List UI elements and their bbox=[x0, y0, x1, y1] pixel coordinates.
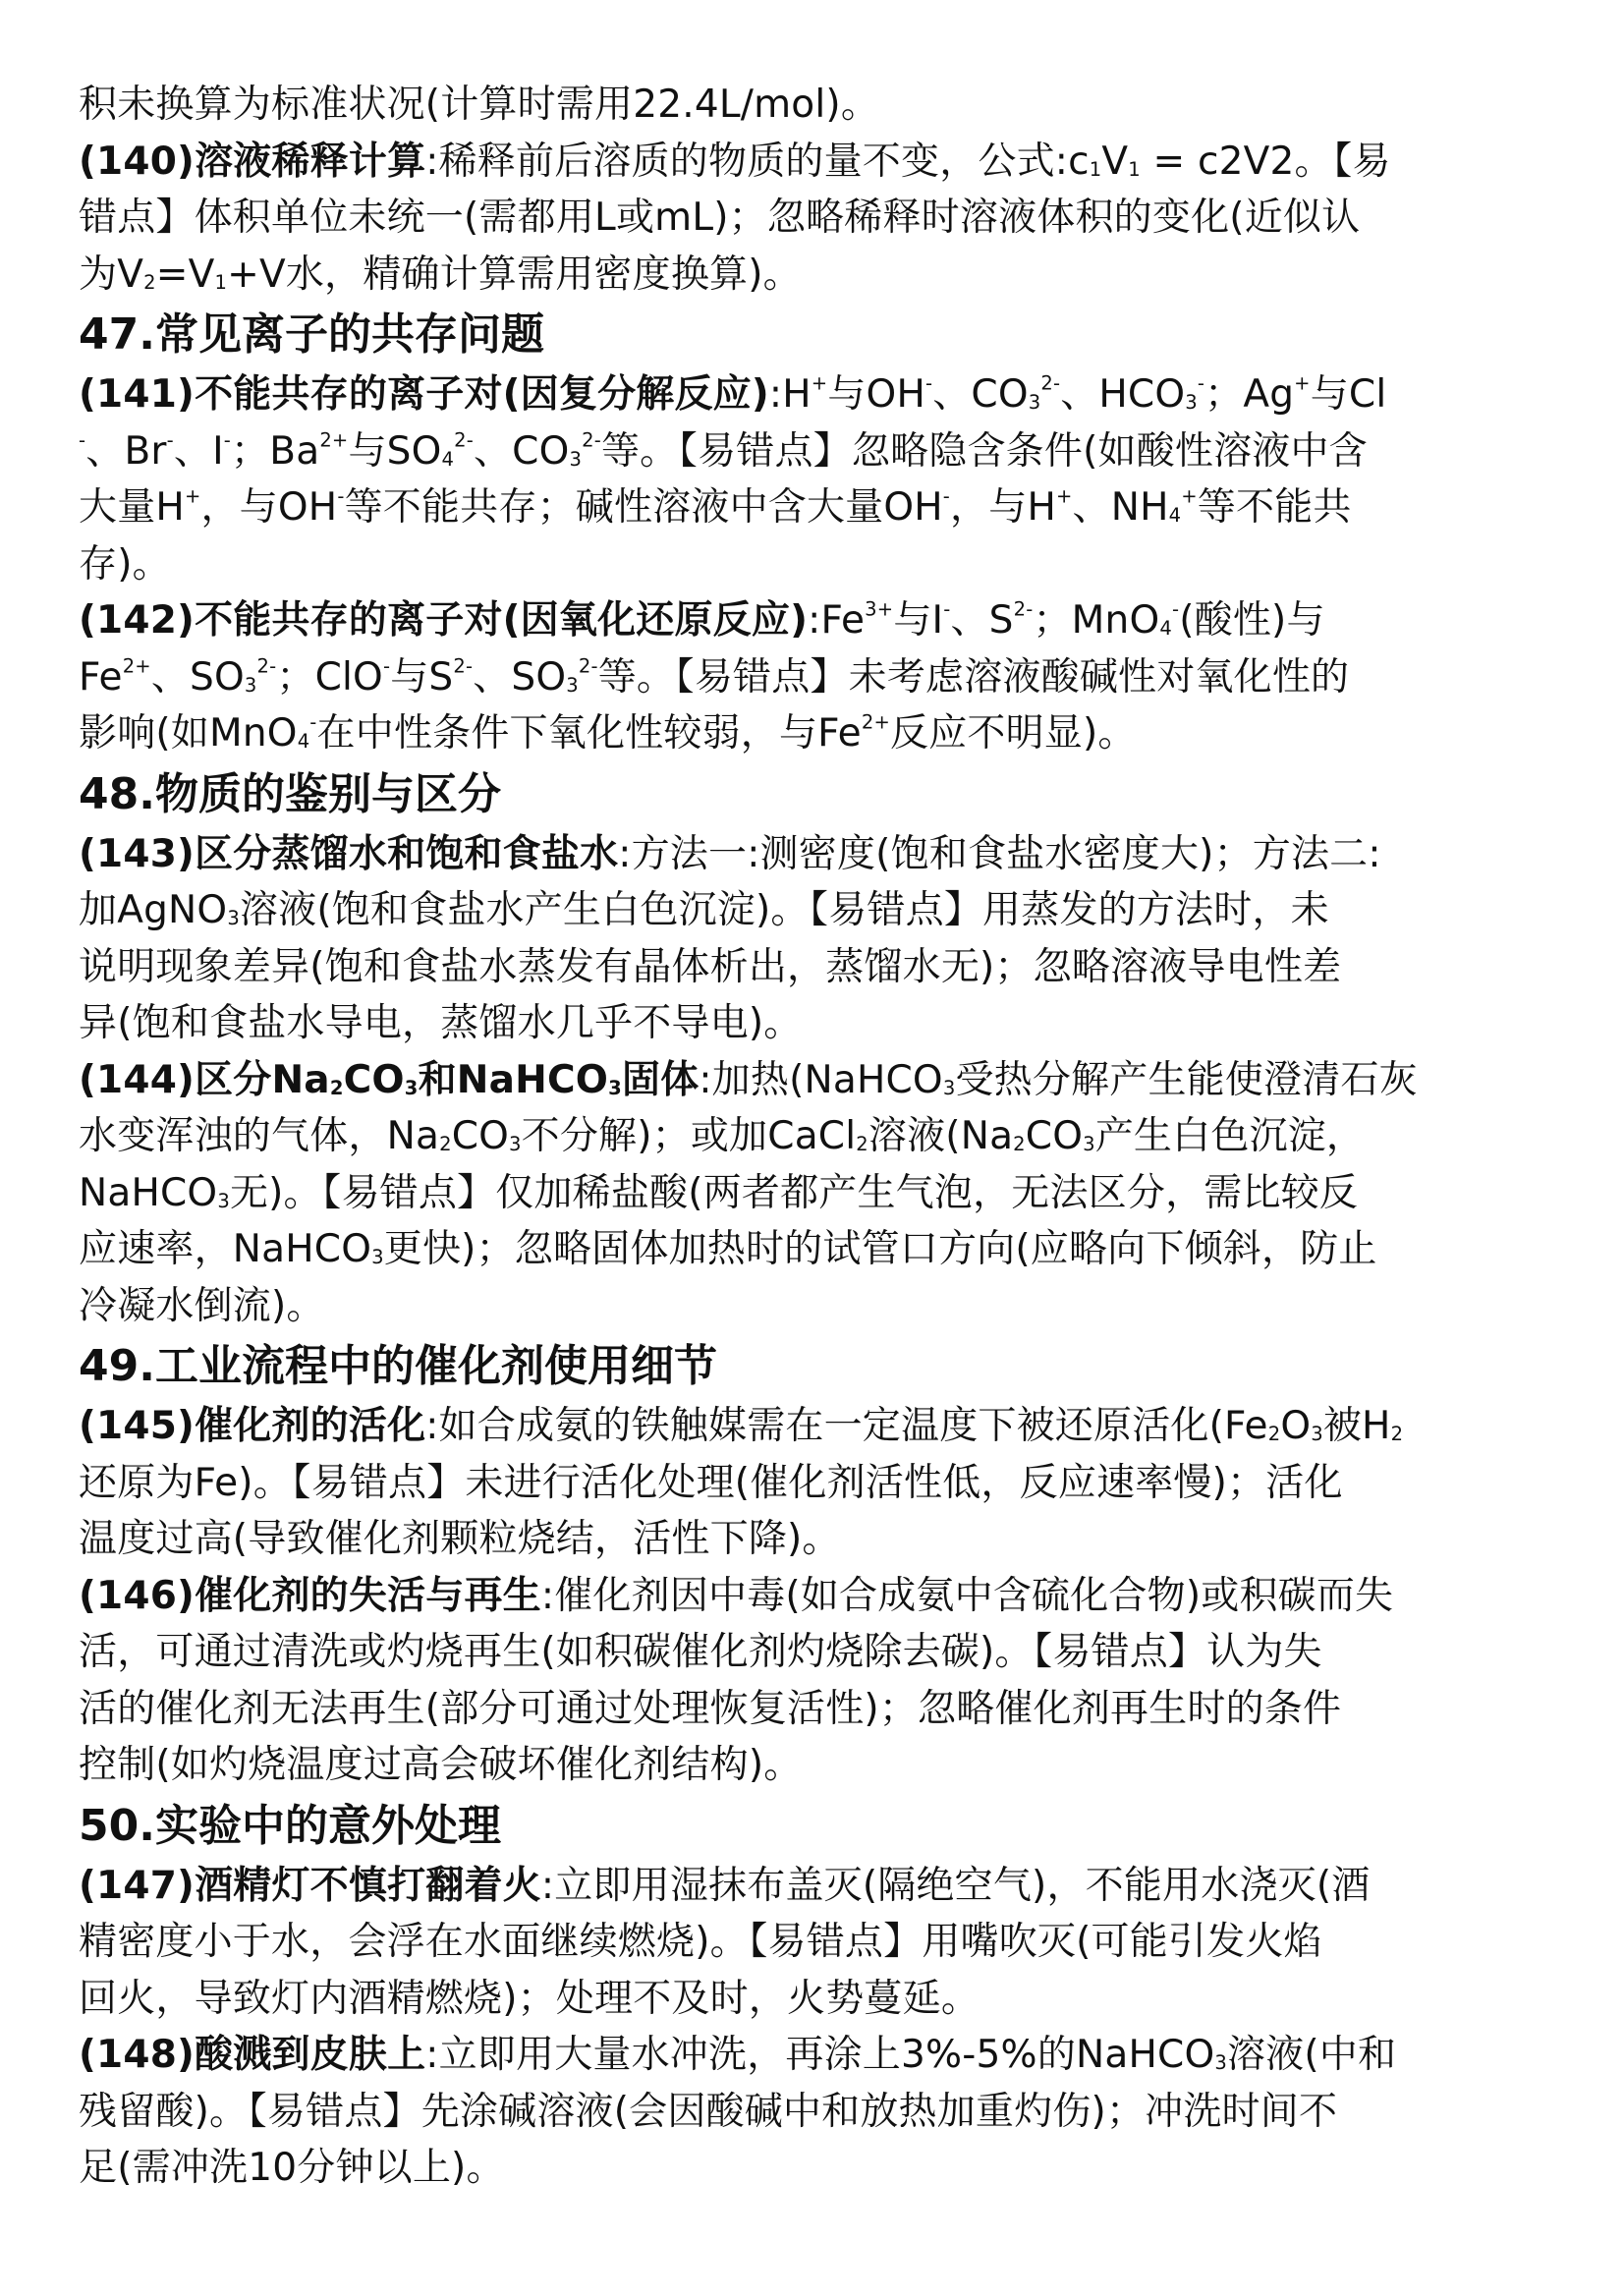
subscript: 2 bbox=[1013, 1132, 1026, 1155]
text-run: 溶液(Na bbox=[868, 1114, 1014, 1158]
text-run: 等。【易错点】未考虑溶液酸碱性对氧化性的 bbox=[597, 654, 1350, 700]
text-run: ，与H bbox=[950, 485, 1056, 530]
subscript: 3 bbox=[371, 1245, 384, 1268]
item-141 bbox=[79, 366, 1565, 423]
text-run: 控制(如灼烧温度过高会破坏催化剂结构)。 bbox=[79, 1743, 803, 1787]
text-run: :加热(NaHCO bbox=[699, 1057, 943, 1102]
subscript: 3 bbox=[569, 447, 583, 471]
superscript: - bbox=[337, 484, 345, 508]
subscript: 3 bbox=[404, 1076, 419, 1099]
superscript: - bbox=[382, 653, 391, 677]
item-title: 酸溅到皮肤上 bbox=[195, 2033, 426, 2077]
superscript: 2- bbox=[1040, 371, 1061, 395]
item-148 bbox=[79, 2027, 1565, 2084]
superscript: - bbox=[79, 427, 86, 451]
superscript: 2+ bbox=[861, 710, 890, 734]
item-144-line-4 bbox=[79, 1221, 1565, 1278]
item-142 bbox=[79, 592, 1565, 649]
text-run: 、NH bbox=[1072, 485, 1169, 530]
text-run: 溶液(饱和食盐水产生白色沉淀)。【易错点】用蒸发的方法时，未 bbox=[239, 888, 1329, 932]
item-title: 酒精灯不慎打翻着火 bbox=[195, 1863, 541, 1908]
text-run: 说明现象差异(饱和食盐水蒸发有晶体析出，蒸馏水无)；忽略溶液导电性差 bbox=[79, 944, 1342, 989]
item-title bbox=[195, 1058, 699, 1102]
superscript: - bbox=[1171, 597, 1180, 621]
subscript: 3 bbox=[942, 1076, 956, 1099]
text-run: ；Ba bbox=[231, 428, 320, 474]
text-run: :H bbox=[768, 372, 812, 417]
item-141-line-3 bbox=[79, 479, 1565, 536]
section-heading-49: 49.工业流程中的催化剂使用细节 bbox=[79, 1341, 717, 1391]
text-run: 与Cl bbox=[1310, 372, 1387, 417]
text-run: 、SO bbox=[150, 654, 245, 700]
superscript: - bbox=[924, 371, 933, 395]
text-run: 、HCO bbox=[1060, 372, 1186, 417]
superscript: + bbox=[184, 484, 201, 508]
text-run: 存)。 bbox=[79, 541, 171, 587]
item-number: (148) bbox=[79, 2033, 196, 2077]
text-run: 、S bbox=[950, 598, 1014, 643]
item-title: 催化剂的失活与再生 bbox=[195, 1573, 541, 1618]
text-run: ；MnO bbox=[1033, 598, 1160, 643]
item-148-line-3 bbox=[79, 2140, 1565, 2197]
section-heading-47: 47.常见离子的共存问题 bbox=[79, 309, 544, 360]
text-run: CO bbox=[1025, 1114, 1084, 1158]
subscript: 4 bbox=[1168, 503, 1182, 527]
text-run: 与SO bbox=[348, 428, 442, 474]
text-run: 被H bbox=[1322, 1404, 1391, 1448]
text-run: 影响(如MnO bbox=[79, 711, 298, 756]
item-147 bbox=[79, 1858, 1565, 1915]
text-run: (酸性)与 bbox=[1179, 598, 1325, 643]
text-run: :催化剂因中毒(如合成氨中含硫化合物)或积碳而失 bbox=[540, 1573, 1394, 1618]
item-148-line-2 bbox=[79, 2084, 1565, 2141]
item-title: 催化剂的活化 bbox=[195, 1404, 426, 1448]
subscript: 1 bbox=[214, 270, 228, 294]
continuation-text bbox=[79, 77, 1565, 134]
item-number: (143) bbox=[79, 831, 196, 876]
item-number: (145) bbox=[79, 1404, 196, 1448]
text-run: 更快)；忽略固体加热时的试管口方向(应略向下倾斜，防止 bbox=[383, 1227, 1377, 1271]
text-run: 、SO bbox=[473, 654, 567, 700]
text-run: 冷凝水倒流)。 bbox=[79, 1283, 325, 1328]
text-run: 无)。【易错点】仅加稀盐酸(两者都产生气泡，无法区分，需比较反 bbox=[229, 1170, 1359, 1215]
text-run: =V bbox=[155, 252, 215, 297]
text-run: 残留酸)。【易错点】先涂碱溶液(会因酸碱中和放热加重灼伤)；冲洗时间不 bbox=[79, 2089, 1338, 2134]
text-run: +V水，精确计算需用密度换算)。 bbox=[227, 252, 802, 297]
item-145-line-3 bbox=[79, 1511, 1565, 1568]
text-run: 加AgNO bbox=[79, 888, 228, 932]
text-run: NaHCO bbox=[79, 1170, 218, 1215]
text-run: 为V bbox=[79, 252, 144, 297]
section-heading-48: 48.物质的鉴别与区分 bbox=[79, 768, 501, 819]
subscript: 4 bbox=[297, 729, 310, 753]
subscript: 3 bbox=[1083, 1132, 1095, 1155]
subscript: 2 bbox=[1390, 1422, 1404, 1445]
superscript: 2- bbox=[1013, 597, 1034, 621]
item-146-line-2 bbox=[79, 1624, 1565, 1681]
text-run: 、Br bbox=[85, 428, 167, 474]
text-run: V bbox=[1101, 139, 1129, 184]
text-run: 水变浑浊的气体，Na bbox=[79, 1114, 440, 1158]
item-number: (147) bbox=[79, 1863, 196, 1908]
subscript: 3 bbox=[1214, 2050, 1227, 2074]
text-run: :Fe bbox=[808, 598, 866, 643]
superscript: 2+ bbox=[319, 427, 349, 451]
item-143 bbox=[79, 826, 1565, 883]
text-run: CO bbox=[451, 1114, 510, 1158]
superscript: - bbox=[223, 427, 232, 451]
subscript: 2 bbox=[439, 1132, 452, 1155]
subscript: 3 bbox=[509, 1132, 522, 1155]
superscript: 2- bbox=[582, 427, 601, 451]
text-run: 足(需冲洗10分钟以上)。 bbox=[79, 2146, 505, 2190]
item-title: 区分蒸馏水和饱和食盐水 bbox=[195, 831, 619, 876]
text-run: 、CO bbox=[473, 428, 570, 474]
item-title: 不能共存的离子对(因复分解反应) bbox=[195, 372, 769, 417]
subscript: 4 bbox=[1159, 616, 1172, 640]
text-run: ；Ag bbox=[1204, 372, 1295, 417]
text-run: 温度过高(导致催化剂颗粒烧结，活性下降)。 bbox=[79, 1517, 841, 1561]
item-141-line-4 bbox=[79, 536, 1565, 593]
text-run: 积未换算为标准状况(计算时需用22.4L/mol)。 bbox=[79, 83, 880, 127]
subscript: 2 bbox=[856, 1132, 868, 1155]
text-run: 活，可通过清洗或灼烧再生(如积碳催化剂灼烧除去碳)。【易错点】认为失 bbox=[79, 1630, 1322, 1674]
subscript: 3 bbox=[608, 1076, 622, 1099]
subscript: 3 bbox=[227, 906, 240, 929]
item-147-line-3 bbox=[79, 1971, 1565, 2028]
subscript: 4 bbox=[441, 447, 455, 471]
item-title: 不能共存的离子对(因氧化还原反应) bbox=[195, 598, 809, 643]
text-run: 反应不明显)。 bbox=[890, 711, 1137, 756]
text-run: :方法一:测密度(饱和食盐水密度大)；方法二: bbox=[618, 831, 1381, 876]
text-run: 、CO bbox=[932, 372, 1029, 417]
text-run: 等不能共 bbox=[1197, 485, 1352, 530]
item-146-line-3 bbox=[79, 1681, 1565, 1738]
text-run: :立即用大量水冲洗，再涂上3%-5%的NaHCO bbox=[425, 2033, 1215, 2077]
text-run: 还原为Fe)。【易错点】未进行活化处理(催化剂活性低，反应速率慢)；活化 bbox=[79, 1460, 1343, 1505]
superscript: 2- bbox=[454, 427, 474, 451]
text-run: O bbox=[1280, 1404, 1312, 1448]
text-run: 溶液(中和 bbox=[1226, 2033, 1397, 2077]
item-143-line-2 bbox=[79, 882, 1565, 939]
item-144-line-3 bbox=[79, 1165, 1565, 1222]
text-run: :稀释前后溶质的物质的量不变，公式:c bbox=[425, 139, 1090, 184]
text-run: 不分解)；或加CaCl bbox=[521, 1114, 857, 1158]
superscript: + bbox=[1294, 371, 1311, 395]
text-run: Fe bbox=[79, 654, 123, 700]
text-run: 与I bbox=[893, 598, 944, 643]
text-run: :立即用湿抹布盖灭(隔绝空气)，不能用水浇灭(酒 bbox=[540, 1863, 1371, 1908]
subscript: 2 bbox=[143, 270, 156, 294]
subscript: 2 bbox=[1267, 1422, 1281, 1445]
subscript: 3 bbox=[1185, 390, 1198, 414]
text-run: 大量H bbox=[79, 485, 185, 530]
subscript: 3 bbox=[217, 1189, 230, 1212]
text-run: 区分Na bbox=[195, 1057, 330, 1102]
item-143-line-3 bbox=[79, 939, 1565, 996]
item-146-line-4 bbox=[79, 1737, 1565, 1794]
text-run: = c2V2。【易 bbox=[1140, 139, 1391, 184]
item-number: (146) bbox=[79, 1573, 196, 1618]
item-143-line-4 bbox=[79, 995, 1565, 1052]
item-145-line-2 bbox=[79, 1455, 1565, 1512]
superscript: - bbox=[166, 427, 174, 451]
item-144-line-2 bbox=[79, 1108, 1565, 1165]
text-run: 产生白色沉淀， bbox=[1094, 1114, 1366, 1158]
item-title: 溶液稀释计算 bbox=[195, 139, 426, 184]
subscript: 3 bbox=[566, 673, 579, 697]
text-run: 在中性条件下氧化性较弱，与Fe bbox=[316, 711, 862, 756]
section-heading-50: 50.实验中的意外处理 bbox=[79, 1800, 501, 1851]
item-144 bbox=[79, 1052, 1565, 1109]
item-147-line-2 bbox=[79, 1914, 1565, 1971]
text-run: 和NaHCO bbox=[418, 1057, 609, 1102]
superscript: + bbox=[1181, 484, 1198, 508]
superscript: - bbox=[1197, 371, 1205, 395]
text-run: CO bbox=[343, 1057, 405, 1102]
superscript: + bbox=[1055, 484, 1073, 508]
item-142-line-3 bbox=[79, 705, 1565, 762]
item-146 bbox=[79, 1568, 1565, 1625]
item-number: (144) bbox=[79, 1057, 196, 1102]
item-number: (142) bbox=[79, 598, 196, 643]
item-140-line-2 bbox=[79, 190, 1565, 247]
subscript: 3 bbox=[1028, 390, 1041, 414]
item-141-line-2 bbox=[79, 423, 1565, 480]
item-145 bbox=[79, 1398, 1565, 1455]
subscript: 3 bbox=[244, 673, 257, 697]
text-run: 与OH bbox=[827, 372, 925, 417]
item-144-line-5 bbox=[79, 1278, 1565, 1335]
text-run: 异(饱和食盐水导电，蒸馏水几乎不导电)。 bbox=[79, 1001, 803, 1045]
text-run: 固体 bbox=[621, 1057, 700, 1102]
item-140-line-3 bbox=[79, 247, 1565, 304]
text-run: 受热分解产生能使澄清石灰 bbox=[955, 1057, 1418, 1102]
text-run: ，与OH bbox=[200, 485, 338, 530]
subscript: 2 bbox=[329, 1076, 344, 1099]
subscript: 1 bbox=[1128, 157, 1141, 181]
item-142-line-2 bbox=[79, 649, 1565, 706]
text-run: 与S bbox=[390, 654, 454, 700]
superscript: - bbox=[943, 597, 951, 621]
text-run: 精密度小于水，会浮在水面继续燃烧)。【易错点】用嘴吹灭(可能引发火焰 bbox=[79, 1920, 1322, 1964]
text-run: 错点】体积单位未统一(需都用L或mL)；忽略稀释时溶液体积的变化(近似认 bbox=[79, 196, 1361, 240]
text-run: ；ClO bbox=[276, 654, 383, 700]
text-run: 等不能共存；碱性溶液中含大量OH bbox=[344, 485, 943, 530]
item-number: (141) bbox=[79, 372, 196, 417]
item-140 bbox=[79, 134, 1565, 191]
superscript: 2- bbox=[256, 653, 277, 677]
text-run: 等。【易错点】忽略隐含条件(如酸性溶液中含 bbox=[600, 428, 1368, 474]
text-run: :如合成氨的铁触媒需在一定温度下被还原活化(Fe bbox=[425, 1404, 1268, 1448]
text-run: 、I bbox=[173, 428, 224, 474]
superscript: 2- bbox=[578, 653, 598, 677]
superscript: - bbox=[942, 484, 951, 508]
superscript: 2+ bbox=[122, 653, 151, 677]
subscript: 3 bbox=[1311, 1422, 1323, 1445]
superscript: + bbox=[811, 371, 828, 395]
superscript: 2- bbox=[453, 653, 474, 677]
superscript: 3+ bbox=[865, 597, 894, 621]
text-run: 应速率，NaHCO bbox=[79, 1227, 372, 1271]
text-run: 活的催化剂无法再生(部分可通过处理恢复活性)；忽略催化剂再生时的条件 bbox=[79, 1686, 1342, 1731]
superscript: - bbox=[309, 710, 317, 734]
subscript: 1 bbox=[1089, 157, 1102, 181]
text-run: 回火，导致灯内酒精燃烧)；处理不及时，火势蔓延。 bbox=[79, 1976, 980, 2021]
item-number: (140) bbox=[79, 139, 196, 184]
